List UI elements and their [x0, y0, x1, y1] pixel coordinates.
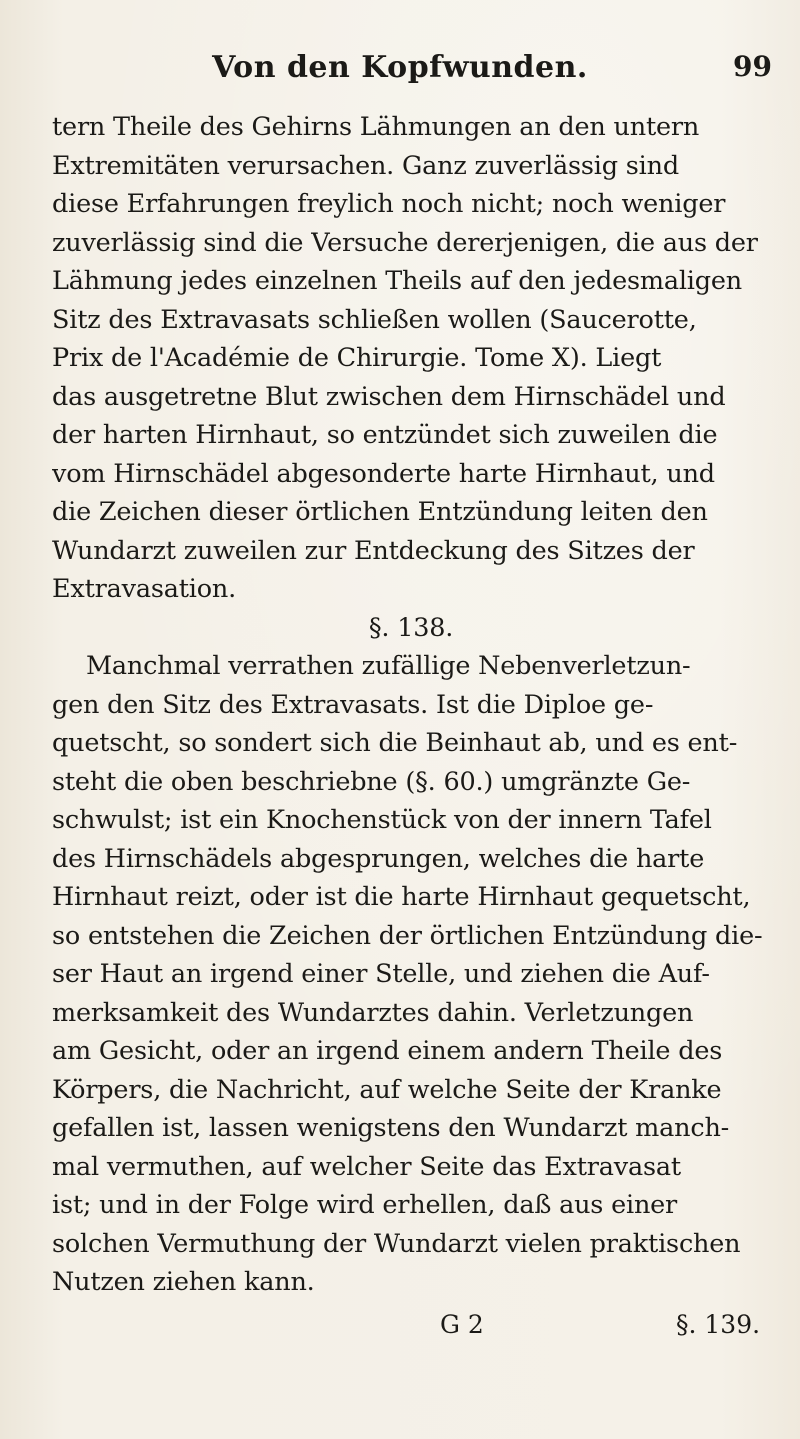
signature-mark: G 2: [440, 1310, 484, 1339]
text-line: gefallen ist, lassen wenigstens den Wundarzt manch-: [52, 1113, 730, 1143]
text-line: Nutzen ziehen kann.: [52, 1267, 315, 1297]
text-line: Hirnhaut reizt, oder ist die harte Hirnhaut gequetscht,: [52, 882, 751, 912]
text-line: Manchmal verrathen zufällige Nebenverletzun-: [86, 651, 691, 681]
text-line: steht die oben beschriebne (§. 60.) umgränzte Ge-: [52, 766, 691, 797]
text-line: Prix de l'Académie de Chirurgie. Tome X). Liegt: [52, 343, 662, 373]
text-line: Sitz des Extravasats schließen wollen (Saucerotte,: [52, 304, 697, 335]
text-line: am Gesicht, oder an irgend einem andern Theile des: [52, 1036, 723, 1066]
text-line: merksamkeit des Wundarztes dahin. Verletzungen: [52, 997, 694, 1028]
catchword: §. 139.: [676, 1310, 761, 1339]
text-line: ser Haut an irgend einer Stelle, und ziehen die Auf-: [52, 959, 710, 989]
text-line: Körpers, die Nachricht, auf welche Seite der Kranke: [52, 1074, 722, 1105]
text-line: das ausgetretne Blut zwischen dem Hirnschädel und: [52, 381, 726, 412]
page-number: 99: [733, 50, 772, 83]
text-line: Extravasation.: [52, 574, 237, 604]
page-footer: [0, 1310, 800, 1350]
section-heading: §. 138.: [368, 612, 454, 643]
text-line: Lähmung jedes einzelnen Theils auf den jedesmaligen: [52, 266, 742, 296]
text-line: solchen Vermuthung der Wundarzt vielen praktischen: [52, 1228, 741, 1259]
text-line: vom Hirnschädel abgesonderte harte Hirnhaut, und: [52, 458, 715, 489]
text-line: quetscht, so sondert sich die Beinhaut ab, und es ent-: [52, 728, 738, 758]
text-line: tern Theile des Gehirns Lähmungen an den untern: [52, 112, 700, 142]
text-line: Extremitäten verursachen. Ganz zuverlässig sind: [52, 150, 679, 181]
text-line: gen den Sitz des Extravasats. Ist die Diploe ge-: [52, 689, 654, 720]
text-line: des Hirnschädels abgesprungen, welches die harte: [52, 843, 705, 874]
text-line: Wundarzt zuweilen zur Entdeckung des Sitzes der: [52, 535, 695, 566]
page-header: [0, 44, 800, 94]
body-text: [52, 108, 770, 1302]
text-line: mal vermuthen, auf welcher Seite das Extravasat: [52, 1151, 681, 1182]
text-line: der harten Hirnhaut, so entzündet sich zuweilen die: [52, 420, 718, 450]
running-head: Von den Kopfwunden.: [212, 50, 588, 85]
text-line: die Zeichen dieser örtlichen Entzündung leiten den: [52, 497, 708, 527]
text-line: schwulst; ist ein Knochenstück von der innern Tafel: [52, 805, 712, 835]
text-line: ist; und in der Folge wird erhellen, daß aus einer: [52, 1190, 678, 1220]
text-line: so entstehen die Zeichen der örtlichen Entzündung die-: [52, 920, 763, 951]
text-line: diese Erfahrungen freylich noch nicht; noch weniger: [52, 189, 726, 219]
text-line: zuverlässig sind die Versuche dererjenigen, die aus der: [52, 227, 758, 258]
